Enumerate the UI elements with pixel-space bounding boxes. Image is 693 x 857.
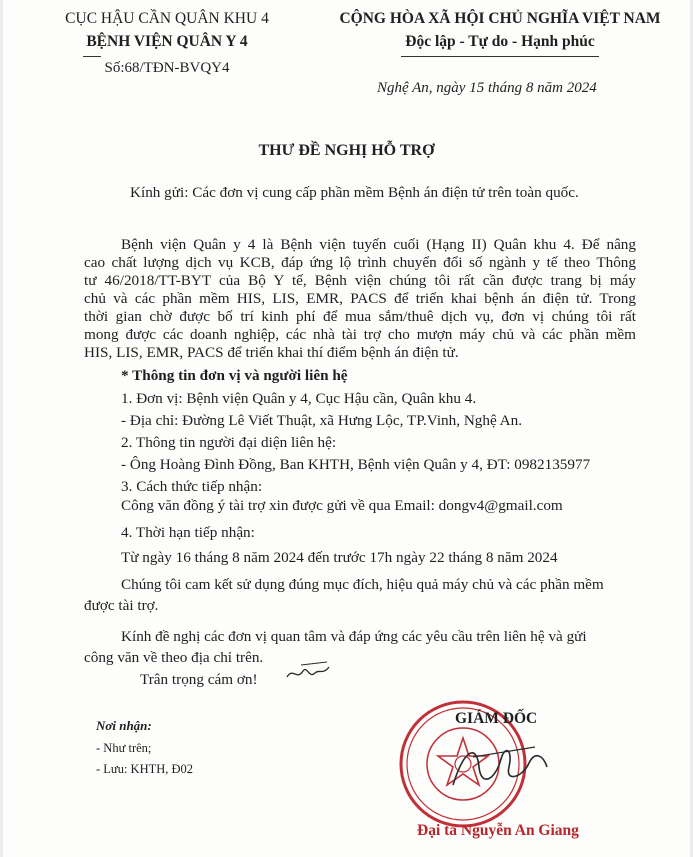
thanks-line: Trân trọng cám ơn! xyxy=(140,671,258,688)
intro-line-7: HIS, LIS, EMR, PACS để triển khai thí điểm bệnh án điện tử. xyxy=(84,344,459,361)
info-unit: 1. Đơn vị: Bệnh viện Quân y 4, Cục Hậu cần, Quân khu 4. xyxy=(121,390,477,407)
document-page xyxy=(3,0,690,857)
intro-line-5: thời gian chờ được bố trí kinh phí để mua sắm/thuê dịch vụ, đơn vị chúng tôi rất xyxy=(84,308,636,325)
org-name: BỆNH VIỆN QUÂN Y 4 xyxy=(86,33,248,50)
org-parent: CỤC HẬU CẦN QUÂN KHU 4 xyxy=(65,10,269,27)
doc-number: Số:68/TĐN-BVQY4 xyxy=(104,60,230,76)
recipient-line: Kính gửi: Các đơn vị cung cấp phần mềm Bệnh án điện tử trên toàn quốc. xyxy=(130,184,579,201)
handwritten-signature xyxy=(443,737,563,797)
header-rule-left xyxy=(83,56,101,57)
signer-title: GIÁM ĐỐC xyxy=(455,710,538,727)
info-receive: Công văn đồng ý tài trợ xin được gửi về qua Email: dongv4@gmail.com xyxy=(121,497,563,514)
commit-line-2: được tài trợ. xyxy=(84,597,159,614)
country-name: CỘNG HÒA XÃ HỘI CHỦ NGHĨA VIỆT NAM xyxy=(339,10,661,27)
recipients-item-1: - Như trên; xyxy=(96,741,152,755)
request-line-1: Kính đề nghị các đơn vị quan tâm và đáp ứng các yêu cầu trên liên hệ và gửi xyxy=(121,628,587,645)
request-line-2: công văn về theo địa chỉ trên. xyxy=(84,649,264,666)
intro-line-3: tư 46/2018/TT-BYT của Bộ Y tế, Bệnh viện chúng tôi rất cần được trang bị máy xyxy=(84,272,636,289)
recipients-label: Nơi nhận: xyxy=(96,718,152,733)
signer-name: Đại tá Nguyễn An Giang xyxy=(417,822,579,839)
intro-line-6: mong được các doanh nghiệp, các nhà tài trợ cho mượn máy chủ và các phần mềm xyxy=(84,326,636,343)
info-heading: * Thông tin đơn vị và người liên hệ xyxy=(121,367,348,384)
info-deadline: Từ ngày 16 tháng 8 năm 2024 đến trước 17h ngày 22 tháng 8 năm 2024 xyxy=(121,549,558,566)
info-deadline-heading: 4. Thời hạn tiếp nhận: xyxy=(121,524,255,541)
commit-line-1: Chúng tôi cam kết sử dụng đúng mục đích, hiệu quả máy chủ và các phần mềm xyxy=(121,576,604,593)
intro-line-4: chủ và các phần mềm HIS, LIS, EMR, PACS để triển khai bệnh án điện tử. Trong xyxy=(84,290,636,307)
document-title: THƯ ĐỀ NGHỊ HỖ TRỢ xyxy=(258,142,435,159)
info-receive-heading: 3. Cách thức tiếp nhận: xyxy=(121,478,263,495)
motto: Độc lập - Tự do - Hạnh phúc xyxy=(405,33,595,50)
motto-underline xyxy=(401,56,599,57)
initial-signature-mark xyxy=(283,659,335,685)
intro-line-1: Bệnh viện Quân y 4 là Bệnh viện tuyến cuối (Hạng II) Quân khu 4. Để nâng xyxy=(121,236,636,253)
intro-line-2: cao chất lượng dịch vụ KCB, đáp ứng lộ trình chuyển đổi số ngành y tế theo Thông xyxy=(84,254,636,271)
recipients-item-2: - Lưu: KHTH, Đ02 xyxy=(96,762,194,776)
info-rep-heading: 2. Thông tin người đại diện liên hệ: xyxy=(121,434,337,451)
place-date: Nghệ An, ngày 15 tháng 8 năm 2024 xyxy=(377,80,597,96)
info-address: - Địa chỉ: Đường Lê Viết Thuật, xã Hưng Lộc, TP.Vinh, Nghệ An. xyxy=(121,412,523,429)
info-rep: - Ông Hoàng Đình Đồng, Ban KHTH, Bệnh viện Quân y 4, ĐT: 0982135977 xyxy=(121,456,591,473)
